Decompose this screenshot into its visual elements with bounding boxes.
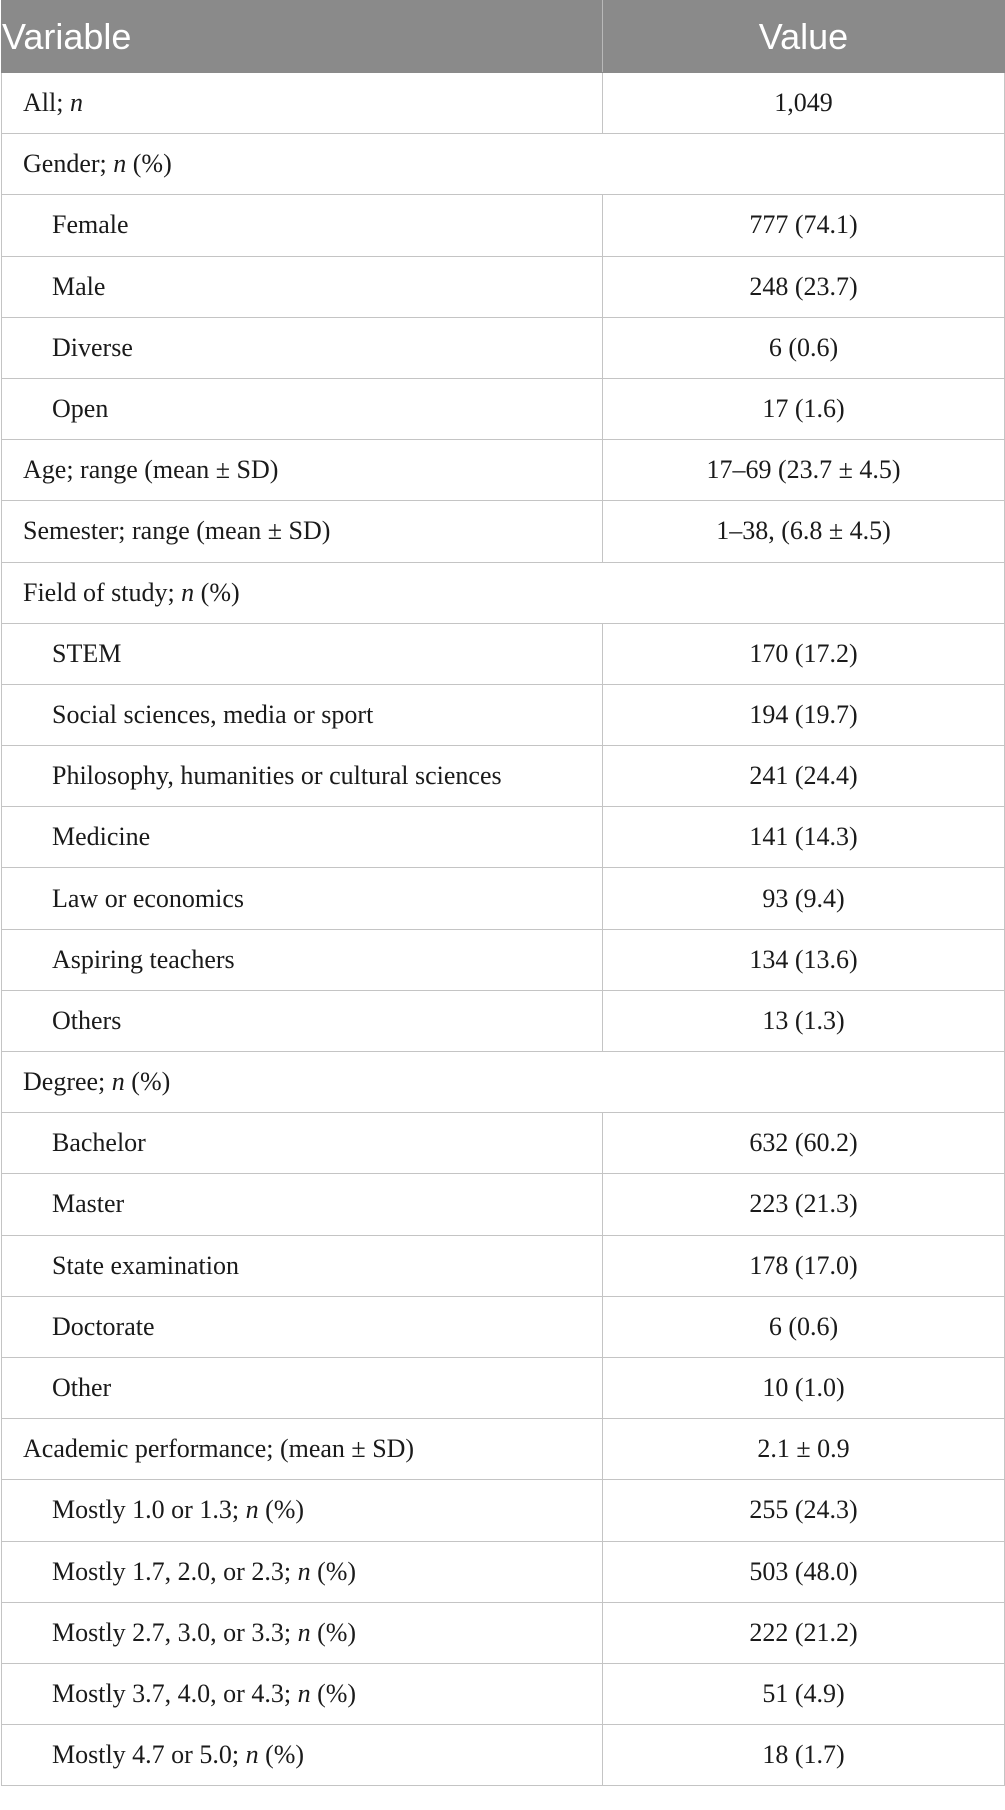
section-row bbox=[2, 1052, 1005, 1113]
row-label-italic: n bbox=[113, 149, 127, 179]
row-value: 1,049 bbox=[603, 73, 1005, 134]
row-label bbox=[2, 1052, 1005, 1113]
row-label-text: Mostly 1.0 or 1.3; bbox=[52, 1495, 246, 1525]
row-value: 255 (24.3) bbox=[603, 1480, 1005, 1541]
row-label-text: Degree; bbox=[23, 1067, 112, 1097]
row-value: 93 (9.4) bbox=[603, 868, 1005, 929]
row-label bbox=[2, 623, 603, 684]
row-label-suffix: (%) bbox=[194, 577, 240, 607]
row-label bbox=[2, 134, 1005, 195]
row-label bbox=[2, 807, 603, 868]
row-value: 17 (1.6) bbox=[603, 378, 1005, 439]
row-label-text: Gender; bbox=[23, 149, 114, 179]
table-row bbox=[2, 868, 1005, 929]
row-label bbox=[2, 317, 603, 378]
row-value: 178 (17.0) bbox=[603, 1235, 1005, 1296]
table-row bbox=[2, 990, 1005, 1051]
row-label-text: Social sciences, media or sport bbox=[52, 699, 374, 729]
row-value: 1–38, (6.8 ± 4.5) bbox=[603, 501, 1005, 562]
row-label bbox=[2, 440, 603, 501]
row-label-text: State examination bbox=[52, 1250, 240, 1280]
row-label-suffix: (%) bbox=[258, 1740, 305, 1770]
table-row bbox=[2, 1113, 1005, 1174]
row-value: 777 (74.1) bbox=[603, 195, 1005, 256]
row-label bbox=[2, 1296, 603, 1357]
table-row bbox=[2, 807, 1005, 868]
row-label-italic: n bbox=[111, 1067, 125, 1097]
row-label-text: Diverse bbox=[52, 332, 133, 362]
row-label bbox=[2, 1480, 603, 1541]
table-row bbox=[2, 317, 1005, 378]
row-label-italic: n bbox=[297, 1678, 311, 1708]
row-value: 6 (0.6) bbox=[603, 317, 1005, 378]
row-label bbox=[2, 868, 603, 929]
table-row bbox=[2, 501, 1005, 562]
row-label-suffix: (%) bbox=[310, 1556, 357, 1586]
row-label-text: Semester; range (mean ± SD) bbox=[23, 516, 331, 546]
row-label-text: Bachelor bbox=[52, 1128, 146, 1158]
row-label bbox=[2, 378, 603, 439]
row-value: 18 (1.7) bbox=[603, 1725, 1005, 1786]
row-label bbox=[2, 929, 603, 990]
row-label bbox=[2, 1113, 603, 1174]
row-label-text: Other bbox=[52, 1373, 112, 1403]
column-header-value: Value bbox=[603, 1, 1005, 73]
row-label bbox=[2, 1235, 603, 1296]
row-label-text: Field of study; bbox=[23, 577, 182, 607]
row-value: 241 (24.4) bbox=[603, 746, 1005, 807]
row-value: 248 (23.7) bbox=[603, 256, 1005, 317]
row-label-text: Medicine bbox=[52, 822, 151, 852]
table-row bbox=[2, 1480, 1005, 1541]
table-row bbox=[2, 1663, 1005, 1724]
row-label-text: Female bbox=[52, 210, 129, 240]
row-label bbox=[2, 1602, 603, 1663]
row-label-text: Mostly 2.7, 3.0, or 3.3; bbox=[52, 1617, 298, 1647]
row-label-text: Open bbox=[52, 394, 109, 424]
row-label-text: Male bbox=[52, 271, 106, 301]
row-label-suffix: (%) bbox=[310, 1617, 357, 1647]
table-row bbox=[2, 378, 1005, 439]
row-label-text: Philosophy, humanities or cultural sciences bbox=[52, 761, 502, 791]
row-label-italic: n bbox=[245, 1495, 259, 1525]
row-label bbox=[2, 1725, 603, 1786]
row-label-text: Others bbox=[52, 1005, 122, 1035]
row-label-italic: n bbox=[245, 1740, 259, 1770]
row-value: 223 (21.3) bbox=[603, 1174, 1005, 1235]
row-label bbox=[2, 1419, 603, 1480]
section-row bbox=[2, 562, 1005, 623]
row-label-text: Age; range (mean ± SD) bbox=[23, 455, 279, 485]
table-row bbox=[2, 1725, 1005, 1786]
row-label-suffix: (%) bbox=[258, 1495, 305, 1525]
row-value: 170 (17.2) bbox=[603, 623, 1005, 684]
row-label-suffix: (%) bbox=[124, 1067, 171, 1097]
row-value: 134 (13.6) bbox=[603, 929, 1005, 990]
table-row bbox=[2, 73, 1005, 134]
row-label-text: Mostly 4.7 or 5.0; bbox=[52, 1740, 246, 1770]
table-row bbox=[2, 1296, 1005, 1357]
table-row bbox=[2, 746, 1005, 807]
row-label bbox=[2, 1174, 603, 1235]
row-label-text: Law or economics bbox=[52, 883, 245, 913]
row-label bbox=[2, 256, 603, 317]
table-row bbox=[2, 623, 1005, 684]
table-body bbox=[2, 73, 1005, 1786]
row-label bbox=[2, 684, 603, 745]
row-label-italic: n bbox=[297, 1617, 311, 1647]
column-header-variable: Variable bbox=[2, 1, 603, 73]
row-label-text: Master bbox=[52, 1189, 125, 1219]
row-value: 222 (21.2) bbox=[603, 1602, 1005, 1663]
row-label bbox=[2, 501, 603, 562]
row-label-text: Doctorate bbox=[52, 1311, 155, 1341]
table-row bbox=[2, 256, 1005, 317]
row-label-text: Aspiring teachers bbox=[52, 944, 235, 974]
row-label-text: Mostly 1.7, 2.0, or 2.3; bbox=[52, 1556, 298, 1586]
table-row bbox=[2, 440, 1005, 501]
row-label bbox=[2, 746, 603, 807]
table-header bbox=[2, 1, 1005, 73]
table-row bbox=[2, 1419, 1005, 1480]
row-label-suffix: (%) bbox=[310, 1678, 357, 1708]
row-label bbox=[2, 1357, 603, 1418]
row-value: 141 (14.3) bbox=[603, 807, 1005, 868]
table-row bbox=[2, 1357, 1005, 1418]
header-row bbox=[2, 1, 1005, 73]
row-value: 6 (0.6) bbox=[603, 1296, 1005, 1357]
table-row bbox=[2, 1235, 1005, 1296]
row-value: 51 (4.9) bbox=[603, 1663, 1005, 1724]
row-label-italic: n bbox=[181, 577, 195, 607]
row-value: 17–69 (23.7 ± 4.5) bbox=[603, 440, 1005, 501]
row-label-text: STEM bbox=[52, 638, 122, 668]
row-label bbox=[2, 1663, 603, 1724]
row-label bbox=[2, 562, 1005, 623]
row-value: 13 (1.3) bbox=[603, 990, 1005, 1051]
row-label-italic: n bbox=[297, 1556, 311, 1586]
table-row bbox=[2, 1602, 1005, 1663]
row-label-suffix: (%) bbox=[126, 149, 172, 179]
row-label bbox=[2, 73, 603, 134]
section-row bbox=[2, 134, 1005, 195]
row-label bbox=[2, 195, 603, 256]
row-label-text: All; bbox=[23, 88, 70, 118]
table-row bbox=[2, 1541, 1005, 1602]
row-value: 503 (48.0) bbox=[603, 1541, 1005, 1602]
demographics-table bbox=[1, 0, 1005, 1786]
row-value: 632 (60.2) bbox=[603, 1113, 1005, 1174]
table-row bbox=[2, 684, 1005, 745]
row-label bbox=[2, 1541, 603, 1602]
row-label-italic: n bbox=[69, 88, 83, 118]
table-row bbox=[2, 1174, 1005, 1235]
row-value: 194 (19.7) bbox=[603, 684, 1005, 745]
row-value: 10 (1.0) bbox=[603, 1357, 1005, 1418]
table-row bbox=[2, 929, 1005, 990]
row-value: 2.1 ± 0.9 bbox=[603, 1419, 1005, 1480]
row-label-text: Academic performance; (mean ± SD) bbox=[23, 1434, 415, 1464]
row-label-text: Mostly 3.7, 4.0, or 4.3; bbox=[52, 1678, 298, 1708]
table-row bbox=[2, 195, 1005, 256]
row-label bbox=[2, 990, 603, 1051]
